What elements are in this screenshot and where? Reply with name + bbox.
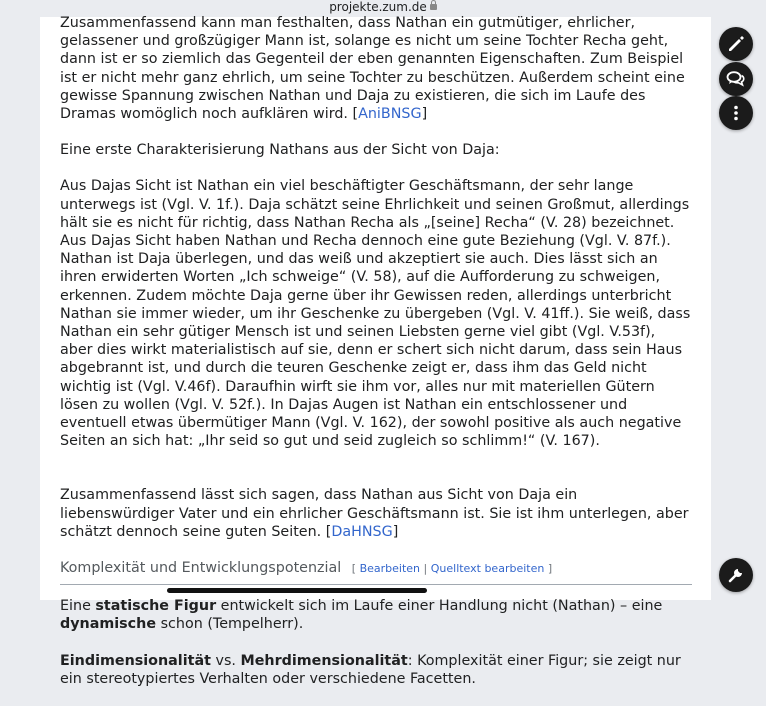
tools-fab-button[interactable] — [719, 558, 753, 592]
lock-icon — [430, 4, 437, 10]
paragraph-dimensionality — [60, 652, 692, 688]
paragraph-figure-types — [60, 597, 692, 633]
url-text: projekte.zum.de — [329, 0, 427, 14]
section-title: Komplexität und Entwicklungspotenzial — [60, 560, 342, 577]
term-static: statische Figur — [95, 598, 217, 615]
edit-source-link[interactable]: Quelltext bearbeiten — [430, 562, 545, 576]
edit-link[interactable]: Bearbeiten — [359, 562, 421, 576]
bracket: ] — [421, 106, 428, 123]
paragraph-summary-2 — [60, 486, 692, 541]
text: schon (Tempelherr). — [156, 616, 304, 633]
paragraph-text: Zusammenfassend lässt sich sagen, dass Nathan aus Sicht von Daja ein liebenswürdiger Vater und ein ehrlicher Geschäftsmann ist. Sie ist ihm unterlegen, aber schätzt dennoch seine guten Seiten. [ — [60, 487, 689, 540]
paragraph-summary-1 — [60, 14, 692, 123]
article-content — [60, 14, 692, 706]
chat-bubbles-icon — [726, 69, 746, 89]
discussion-fab-button[interactable] — [719, 62, 753, 96]
term-one-dimensional: Eindimensionalität — [60, 652, 211, 669]
bracket-close: ] — [547, 562, 553, 576]
more-options-fab-button[interactable] — [719, 96, 753, 130]
text: : Komplexität einer Figur; sie zeigt nur ein stereotypiertes Verhalten oder verschiedene Facetten. — [60, 652, 681, 687]
ref-link-dahnsg[interactable]: DaHNSG — [331, 523, 393, 540]
article-page — [40, 15, 711, 687]
ref-link-anibnsg[interactable]: AniBNSG — [358, 106, 422, 123]
section-heading — [60, 559, 692, 585]
section-edit-links — [352, 562, 552, 575]
bracket-open: [ — [351, 562, 357, 576]
pencil-icon — [726, 34, 746, 54]
wrench-icon — [726, 565, 746, 585]
bracket: ] — [392, 523, 399, 540]
text: Eine — [60, 598, 96, 615]
more-vertical-icon — [726, 103, 746, 123]
text: entwickelt sich im Laufe einer Handlung nicht (Nathan) – eine — [216, 598, 663, 615]
paragraph-intro-daja: Eine erste Charakterisierung Nathans aus der Sicht von Daja: — [60, 142, 500, 159]
term-dynamic: dynamische — [60, 616, 157, 633]
edit-fab-button[interactable] — [719, 27, 753, 61]
separator: | — [420, 562, 431, 576]
paragraph-text: Zusammenfassend kann man festhalten, dass Nathan ein gutmütiger, ehrlicher, gelassener und großzügiger Mann ist, solange es nicht um seine Tochter Recha geht, dann ist er so ziemlich das Gegenteil der eben genannten Eigenschaften. Zum Beispiel ist er nicht mehr ganz ehrlich, um seine Tochter zu beschützen. Außerdem scheint eine gewisse Spannung zwischen Nathan und Daja zu existieren, die sich im Laufe des Dramas womöglich noch aufklären wird. [ — [60, 15, 685, 123]
text: vs. — [210, 652, 241, 669]
horizontal-scrollbar[interactable] — [167, 588, 427, 593]
term-multi-dimensional: Mehrdimensionalität — [240, 652, 408, 669]
paragraph-daja-view: Aus Dajas Sicht ist Nathan ein viel beschäftigter Geschäftsmann, der sehr lange unterwegs ist (Vgl. V. 1f.). Daja schätzt seine Ehrlichkeit und seinen Großmut, allerdings hält sie es nicht für richtig, dass Nathan Recha als „[seine] Recha“ (V. 28) bezeichnet. Aus Dajas Sicht haben Nathan und Recha dennoch eine gute Beziehung (Vgl. V. 87f.). Nathan ist Daja überlegen, und das weiß und akzeptiert sie auch. Dies lässt sich an ihren erwiderten Worten „Ich schweige“ (V. 58), auf die Aufforderung zu schweigen, erkennen. Zudem möchte Daja gerne über ihr Gewissen reden, allerdings unterbricht Nathan sie immer wieder, um ihr Geschenke zu übergeben (Vgl. V. 41ff.). Sie weiß, dass Nathan ein sehr gütiger Mensch ist und seinen Liebsten gerne viel gibt (Vgl. V.53f), aber dies wirkt materialistisch auf sie, denn er schert sich nicht darum, dass sein Haus abgebrannt ist, und durch die teuren Geschenke zeigt er, dass ihm das Geld nicht wichtig ist (Vgl. V.46f). Daraufhin wirft sie ihm vor, alles nur mit materiellen Gütern lösen zu wollen (Vgl. V. 52f.). In Dajas Augen ist Nathan ein entschlossener und eventuell etwas übermütiger Mann (Vgl. V. 162), der sowohl positive als auch negative Seiten an sich hat: „Ihr seid so gut und seid zugleich so schlimm!“ (V. 167). — [60, 178, 691, 450]
